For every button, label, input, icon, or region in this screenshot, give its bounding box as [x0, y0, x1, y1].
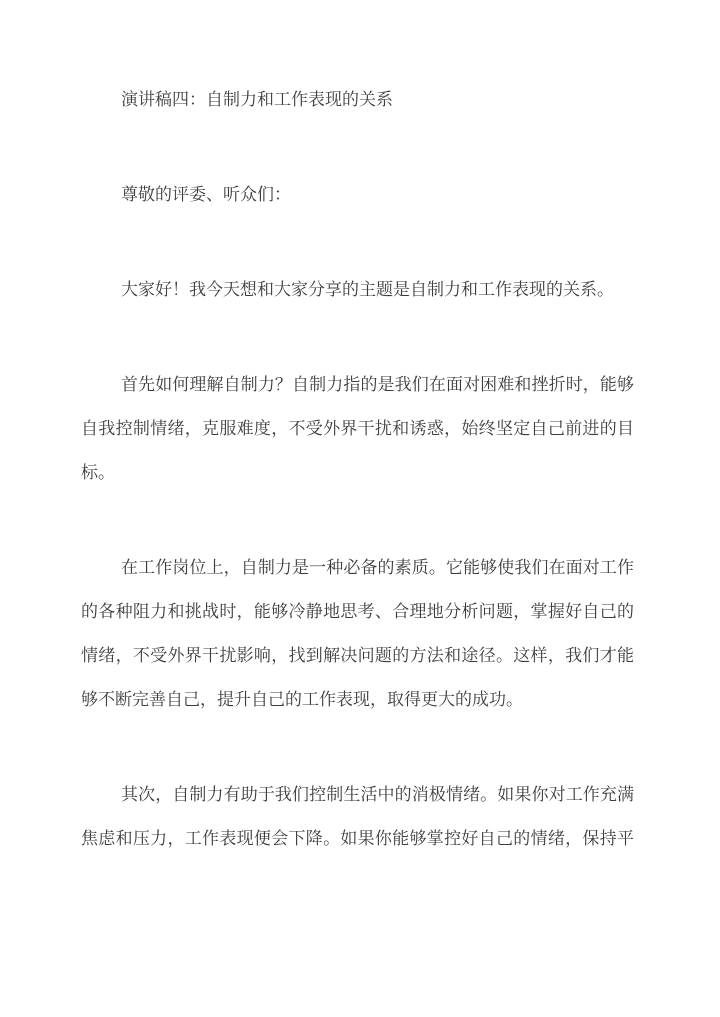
text-line: 焦虑和压力，工作表现便会下降。如果你能够掌控好自己的情绪，保持平 [81, 829, 634, 848]
text-line: 大家好！我今天想和大家分享的主题是自制力和工作表现的关系。 [121, 280, 614, 299]
paragraph-greeting [81, 173, 634, 217]
paragraph-title [81, 78, 634, 122]
text-line: 在工作岗位上，自制力是一种必备的素质。它能够使我们在面对工作 [121, 558, 634, 577]
text-line: 尊敬的评委、听众们： [121, 185, 291, 204]
text-line: 自我控制情绪，克服难度，不受外界干扰和诱惑，始终坚定自己前进的目 [81, 419, 634, 438]
paragraph-workplace [81, 546, 634, 722]
paragraph-definition [81, 363, 634, 495]
text-line: 的各种阻力和挑战时，能够冷静地思考、合理地分析问题，掌握好自己的 [81, 602, 634, 621]
paragraph-opening [81, 268, 634, 312]
doc-title: 演讲稿四：自制力和工作表现的关系 [121, 90, 393, 109]
text-line: 情绪，不受外界干扰影响，找到解决问题的方法和途径。这样，我们才能 [81, 646, 634, 665]
text-line: 标。 [81, 463, 115, 482]
text-line: 首先如何理解自制力？自制力指的是我们在面对困难和挫折时，能够 [121, 375, 634, 394]
text-line: 够不断完善自己，提升自己的工作表现，取得更大的成功。 [81, 690, 523, 709]
text-line: 其次，自制力有助于我们控制生活中的消极情绪。如果你对工作充满 [121, 785, 634, 804]
paragraph-emotions [81, 773, 634, 861]
